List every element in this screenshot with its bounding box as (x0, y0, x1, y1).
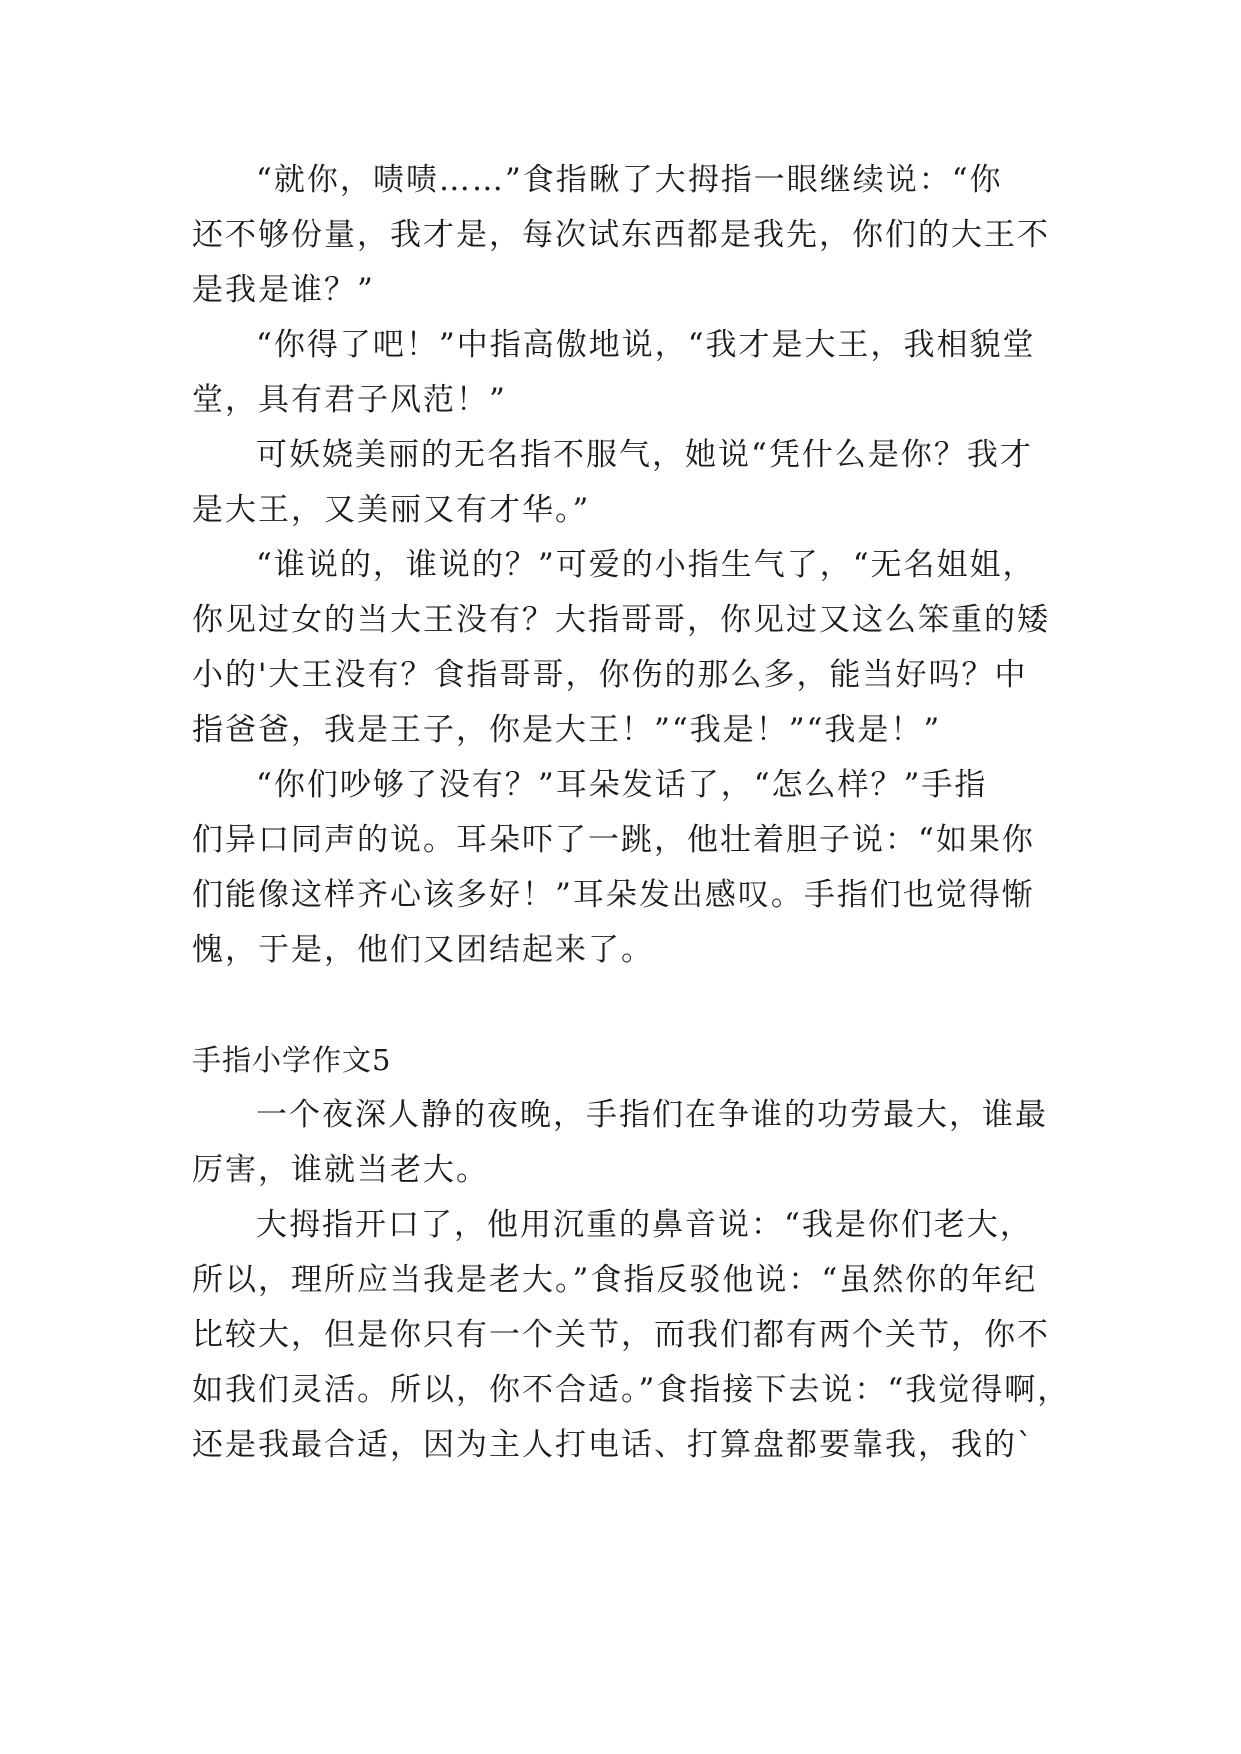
paragraph-line: 还是我最合适，因为主人打电话、打算盘都要靠我，我的` (192, 1427, 1035, 1463)
paragraph-line: 堂，具有君子风范！” (192, 382, 507, 418)
paragraph-line: 所以，理所应当我是老大。”食指反驳他说：“虽然你的年纪 (192, 1262, 1038, 1298)
paragraph-line: “你得了吧！”中指高傲地说，“我才是大王，我相貌堂 (256, 327, 1036, 363)
paragraph-line: 指爸爸，我是王子，你是大王！”“我是！”“我是！” (192, 712, 942, 748)
paragraph-line: 愧，于是，他们又团结起来了。 (192, 932, 654, 968)
paragraph-line: 一个夜深人静的夜晚，手指们在争谁的功劳最大，谁最 (256, 1097, 1048, 1133)
paragraph-line: 可妖娆美丽的无名指不服气，她说“凭什么是你？我才 (256, 437, 1033, 473)
paragraph-line: 小的'大王没有？食指哥哥，你伤的那么多，能当好吗？中 (192, 657, 1028, 693)
paragraph-line: “你们吵够了没有？”耳朵发话了，“怎么样？”手指 (256, 767, 988, 803)
paragraph-line: 如我们灵活。所以，你不合适。”食指接下去说：“我觉得啊， (192, 1372, 1071, 1408)
paragraph-line: 是大王，又美丽又有才华。” (192, 492, 591, 528)
paragraph-line: 们能像这样齐心该多好！”耳朵发出感叹。手指们也觉得惭 (192, 877, 1035, 913)
section-heading: 手指小学作文5 (192, 1043, 392, 1077)
paragraph-line: 大拇指开口了，他用沉重的鼻音说：“我是你们老大， (256, 1207, 1033, 1243)
paragraph-line: 们异口同声的说。耳朵吓了一跳，他壮着胆子说：“如果你 (192, 822, 1035, 858)
paragraph-line: “谁说的，谁说的？”可爱的小指生气了，“无名姐姐， (256, 547, 1036, 583)
paragraph-line: 厉害，谁就当老大。 (192, 1152, 489, 1188)
paragraph-line: 是我是谁？” (192, 272, 375, 308)
paragraph-line: “就你，啧啧……”食指瞅了大拇指一眼继续说：“你 (256, 162, 1003, 198)
paragraph-line: 还不够份量，我才是，每次试东西都是我先，你们的大王不 (192, 217, 1050, 253)
paragraph-line: 你见过女的当大王没有？大指哥哥，你见过又这么笨重的矮 (192, 602, 1050, 638)
paragraph-line: 比较大，但是你只有一个关节，而我们都有两个关节，你不 (192, 1317, 1050, 1353)
